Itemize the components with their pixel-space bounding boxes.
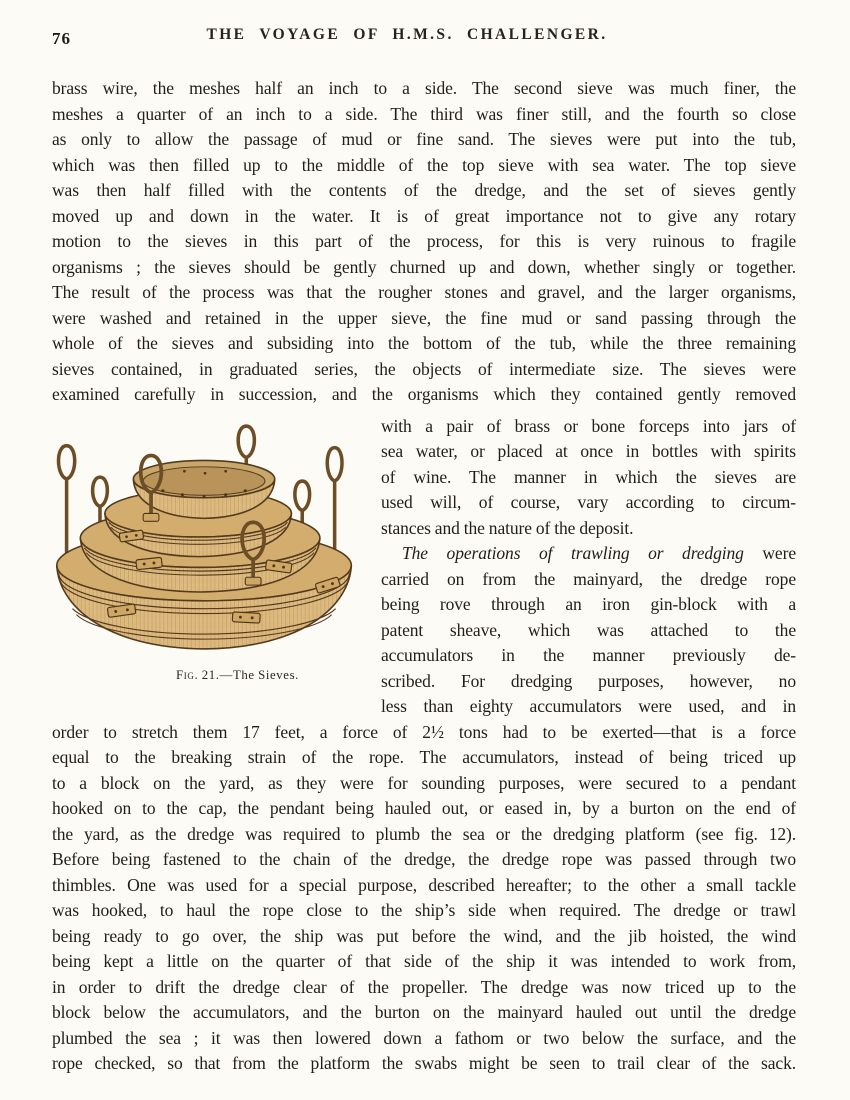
sieves-illustration	[45, 416, 369, 659]
text-line: organisms ; the sieves should be gently churned up and down, whether singly or together.	[52, 256, 796, 277]
paragraph-1-wrapped	[381, 414, 796, 542]
paragraph-2-lead-line	[381, 541, 796, 567]
text-line: with a pair of brass or bone forceps into jars of	[381, 415, 796, 436]
running-title: THE VOYAGE OF H.M.S. CHALLENGER.	[206, 26, 608, 43]
text-line: carried on from the mainyard, the dredge rope	[381, 568, 796, 589]
page-number: 76	[52, 29, 71, 48]
text-line: were washed and retained in the upper sieve, the fine mud or sand passing through the	[52, 307, 796, 328]
text-line: whole of the sieves and subsiding into the bottom of the tub, while the three remaining	[52, 333, 796, 353]
text-line: order to stretch them 17 feet, a force of 2½ tons had to be exerted—that is a force	[52, 721, 796, 742]
running-head	[52, 26, 796, 50]
text-line: stances and the nature of the deposit.	[381, 517, 634, 538]
page-body	[52, 76, 796, 1077]
text-line: moved up and down in the water. It is of great importance not to give any rotary	[52, 205, 796, 226]
text-line: as only to allow the passage of mud or fine sand. The sieves were put into the tub,	[52, 129, 796, 149]
wrapped-text-column	[381, 414, 796, 720]
figure-caption-title: —The Sieves.	[219, 667, 299, 682]
text-line: the yard, as the dredge was required to plumb the sea or the dredging platform (see fig. 12).	[52, 823, 796, 844]
text-line: being kept a little on the quarter of that side of the ship it was intended to work from,	[52, 951, 796, 971]
text-line: hooked on to the cap, the pendant being hauled out, or eased in, by a burton on the end of	[52, 798, 796, 818]
text-line: thimbles. One was used for a special purpose, described hereafter; to the other a small tackle	[52, 874, 796, 895]
text-line: which was then filled up to the middle of the top sieve with sea water. The top sieve	[52, 154, 796, 175]
text-line: The result of the process was that the rougher stones and gravel, and the larger organisms,	[52, 282, 796, 302]
text-line: scribed. For dredging purposes, however, no	[381, 670, 796, 691]
figure-column	[52, 414, 381, 720]
text-line: block below the accumulators, and the burton on the mainyard hauled out until the dredge	[52, 1002, 796, 1022]
text-line: was then half filled with the contents of the dredge, and the set of sieves gently	[52, 180, 796, 200]
italic-phrase: The operations of trawling or dredging	[402, 543, 744, 563]
text-line: in order to drift the dredge clear of the propeller. The dredge was now triced up to the	[52, 976, 796, 997]
text-line: used will, of course, vary according to circum-	[381, 492, 796, 512]
text-line: was hooked, to haul the rope close to the ship’s side when required. The dredge or trawl	[52, 900, 796, 920]
paragraph-2-full	[52, 720, 796, 1077]
text-line: accumulators in the manner previously de-	[381, 645, 796, 665]
text-line: to a block on the yard, as they were for sounding purposes, were secured to a pendant	[52, 772, 796, 793]
text-line: motion to the sieves in this part of the process, for this is very ruinous to fragile	[52, 231, 796, 251]
text-line: Before being fastened to the chain of the dredge, the dredge rope was passed through two	[52, 849, 796, 869]
paragraph-1-full	[52, 76, 796, 408]
text-line: sea water, or placed at once in bottles with spirits	[381, 441, 796, 461]
figure-21	[52, 416, 381, 689]
text-line: meshes a quarter of an inch to a side. The third was finer still, and the fourth so close	[52, 103, 796, 124]
figure-caption	[94, 663, 381, 689]
text-line: less than eighty accumulators were used, and in	[381, 696, 796, 716]
text-line: sieves contained, in graduated series, the objects of intermediate size. The sieves were	[52, 358, 796, 379]
text-line: patent sheave, which was attached to the	[381, 619, 796, 640]
text-line: rope checked, so that from the platform the swabs might be seen to trail clear of the sack.	[52, 1053, 796, 1073]
text-line: plumbed the sea ; it was then lowered down a fathom or two below the surface, and the	[52, 1027, 796, 1048]
paragraph-2-wrapped	[381, 567, 796, 720]
figure-caption-label: Fig. 21.	[176, 667, 220, 682]
text-line: brass wire, the meshes half an inch to a side. The second sieve was much finer, the	[52, 78, 796, 98]
text-line: of wine. The manner in which the sieves are	[381, 466, 796, 487]
text-line: equal to the breaking strain of the rope. The accumulators, instead of being triced up	[52, 747, 796, 767]
lead-line-rest: were	[743, 543, 796, 563]
figure-wrap-zone	[52, 414, 796, 720]
text-line: being rove through an iron gin-block with a	[381, 594, 796, 614]
text-line: examined carefully in succession, and the organisms which they contained gently removed	[52, 384, 796, 404]
text-line: being ready to go over, the ship was put before the wind, and the jib hoisted, the wind	[52, 925, 796, 946]
